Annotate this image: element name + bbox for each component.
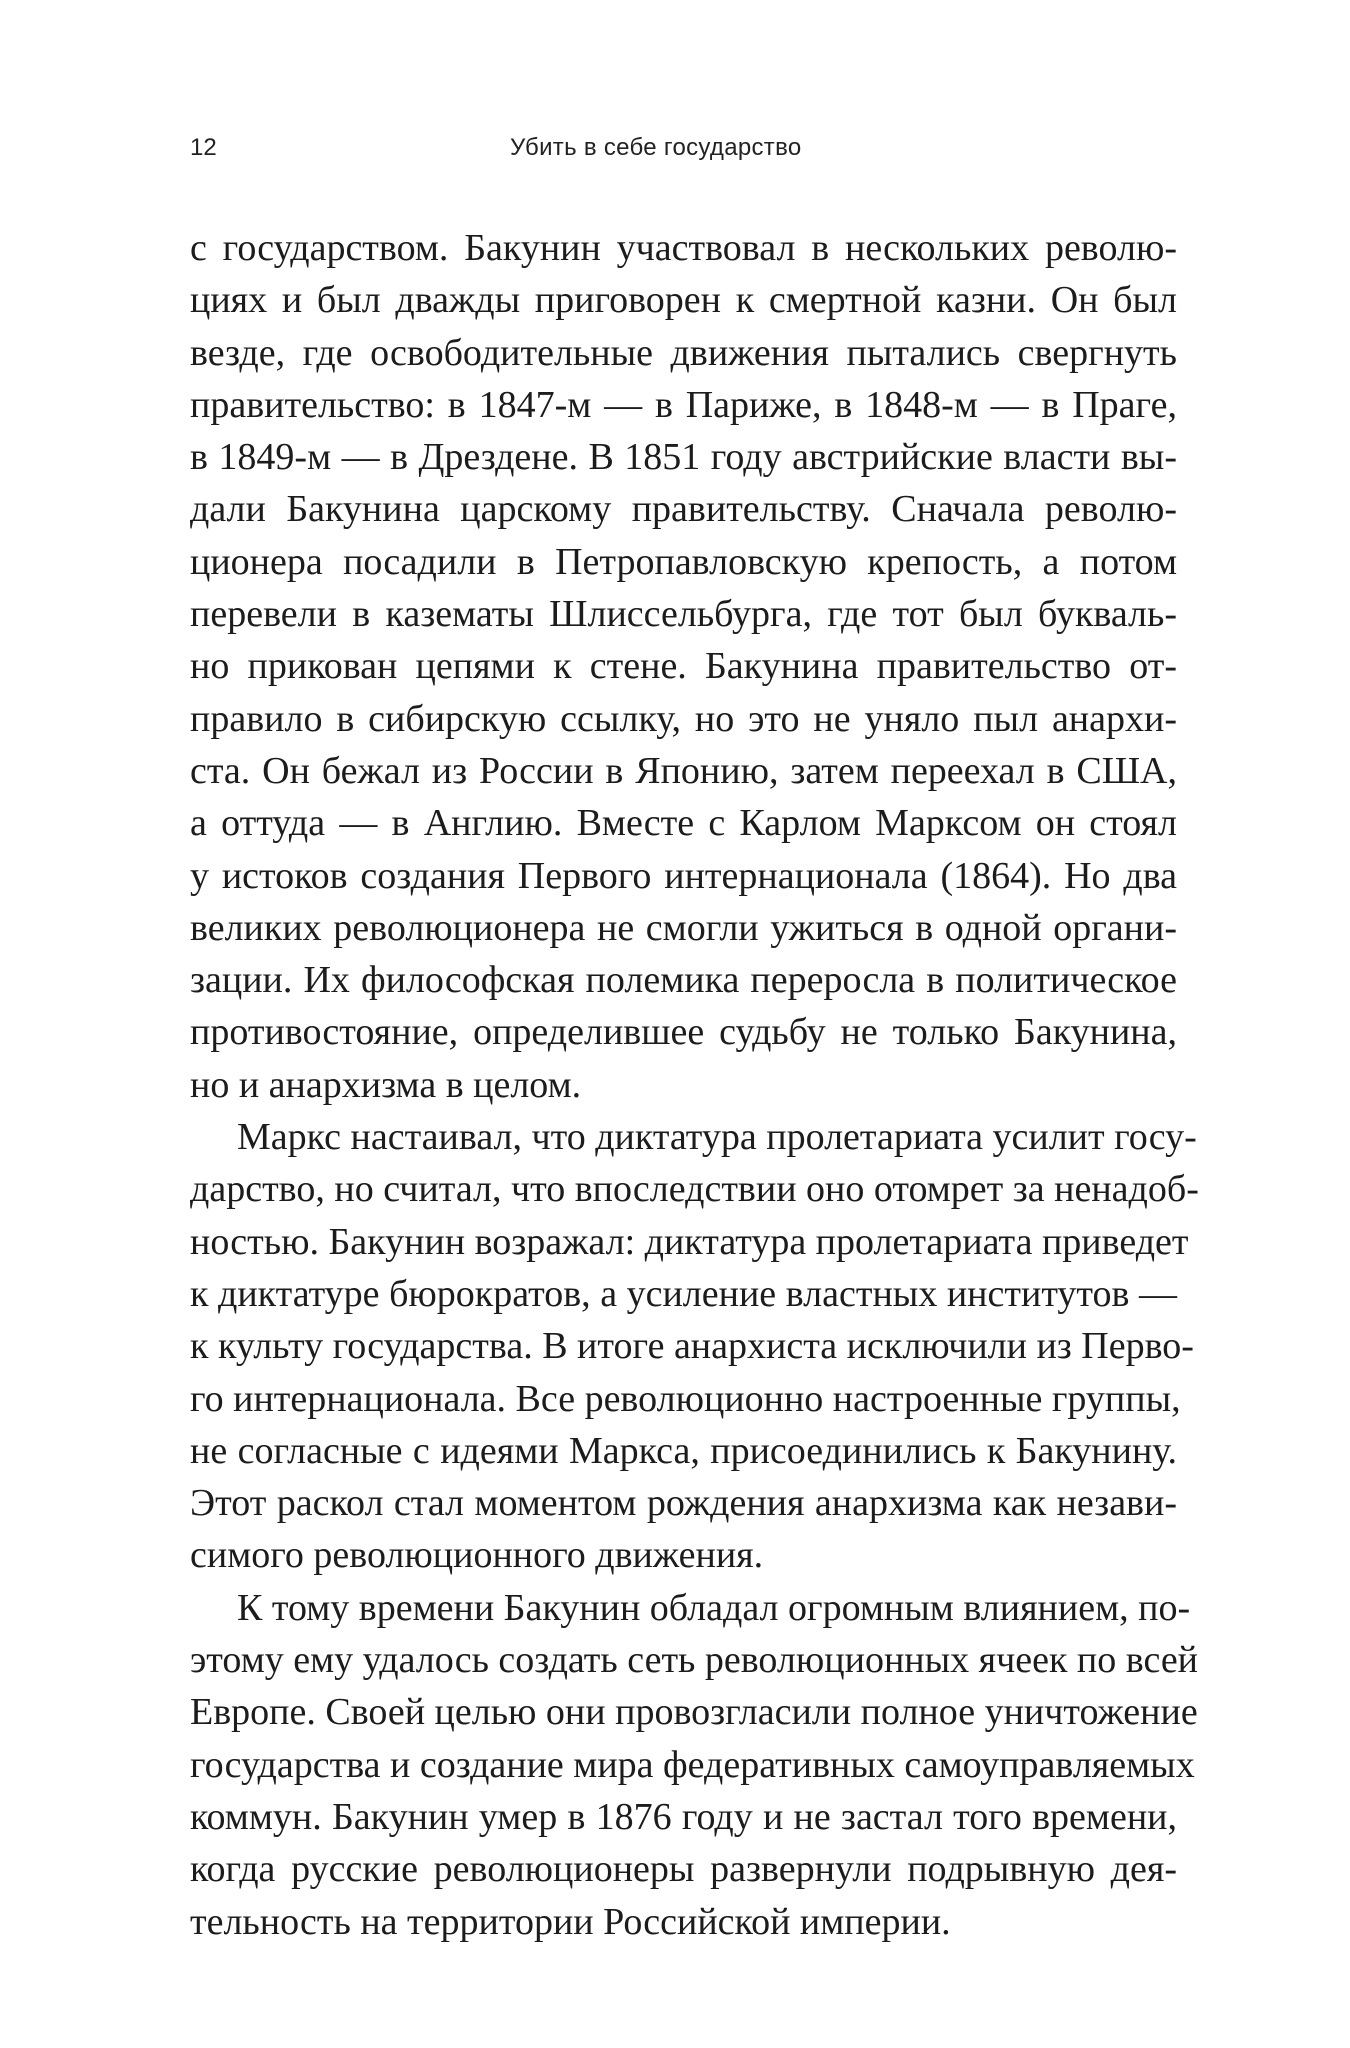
text-line: великих революционера не смогли ужиться в одной органи- [190, 906, 1177, 949]
text-line: дарство, но считал, что впоследствии оно отомрет за ненадоб- [190, 1168, 1199, 1211]
text-line: везде, где освободительные движения пытались свергнуть [190, 331, 1177, 374]
text-line: перевели в казематы Шлиссельбурга, где тот был букваль- [190, 593, 1177, 636]
text-line: в 1849-м — в Дрездене. В 1851 году австрийские власти вы- [190, 436, 1177, 479]
running-head [190, 134, 1160, 164]
text-line: этому ему удалось создать сеть революционных ячеек по всей [190, 1639, 1199, 1682]
text-line: циях и был дважды приговорен к смертной казни. Он был [190, 279, 1177, 322]
text-line: Маркс настаивал, что диктатура пролетариата усилит госу- [237, 1116, 1197, 1159]
text-line: а оттуда — в Англию. Вместе с Карлом Марксом он стоял [190, 802, 1177, 845]
running-title: Убить в себе государство [510, 134, 802, 161]
text-line: ста. Он бежал из России в Японию, затем переехал в США, [190, 749, 1177, 792]
text-line: зации. Их философская полемика переросла в политическое [190, 959, 1177, 1002]
text-line: у истоков создания Первого интернационала (1864). Но два [190, 854, 1177, 897]
page-number: 12 [190, 134, 217, 161]
text-line: Европе. Своей целью они провозгласили полное уничтожение [190, 1691, 1198, 1734]
text-line: К тому времени Бакунин обладал огромным влиянием, по- [237, 1586, 1191, 1629]
text-line: тельность на территории Российской империи. [190, 1900, 951, 1943]
text-line: Этот раскол стал моментом рождения анархизма как незави- [190, 1482, 1177, 1525]
text-line: к диктатуре бюрократов, а усиление властных институтов — [190, 1272, 1177, 1315]
text-line: с государством. Бакунин участвовал в нескольких револю- [190, 227, 1177, 269]
text-line: коммун. Бакунин умер в 1876 году и не застал того времени, [190, 1795, 1177, 1838]
text-line: но прикован цепями к стене. Бакунина правительство от- [190, 645, 1177, 688]
text-line: дали Бакунина царскому правительству. Сначала револю- [190, 488, 1177, 531]
paragraph-2 [190, 1111, 1199, 1582]
text-line: когда русские революционеры развернули подрывную дея- [190, 1848, 1177, 1891]
body-text [190, 222, 1199, 1948]
text-line: го интернационала. Все революционно настроенные группы, [190, 1377, 1181, 1420]
paragraph-1 [190, 222, 1177, 1111]
paragraph-3 [190, 1582, 1199, 1948]
text-line: ностью. Бакунин возражал: диктатура пролетариата приведет [190, 1220, 1189, 1263]
text-line: не согласные с идеями Маркса, присоединились к Бакунину. [190, 1429, 1177, 1472]
text-line: но и анархизма в целом. [190, 1063, 582, 1106]
text-line: государства и создание мира федеративных самоуправляемых [190, 1743, 1195, 1786]
text-line: правило в сибирскую ссылку, но это не уняло пыл анархи- [190, 697, 1177, 740]
text-line: правительство: в 1847-м — в Париже, в 1848-м — в Праге, [190, 383, 1177, 426]
text-line: противостояние, определившее судьбу не только Бакунина, [190, 1011, 1177, 1054]
text-line: ционера посадили в Петропавловскую крепость, а потом [190, 540, 1177, 583]
text-line: к культу государства. В итоге анархиста исключили из Перво- [190, 1325, 1194, 1368]
text-line: симого революционного движения. [190, 1534, 764, 1577]
